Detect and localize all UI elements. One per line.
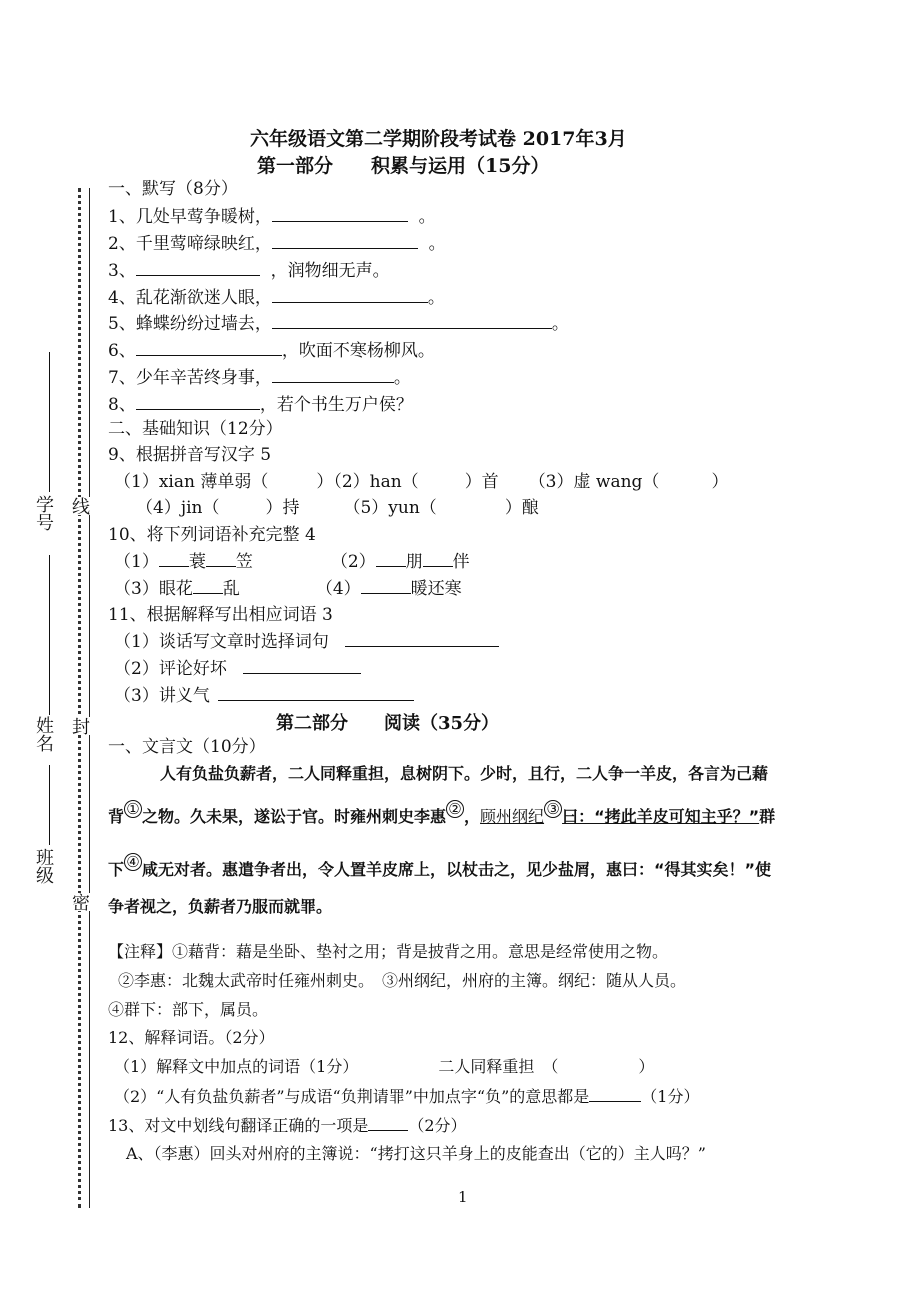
passage-line-1: 人有负盐负薪者，二人同释重担，息树阴下。少时，且行，二人争一羊皮，各言为己藉 xyxy=(160,764,769,783)
sec2-title: 二、基础知识（12分） xyxy=(108,419,283,439)
answer-blank[interactable] xyxy=(423,550,453,567)
answer-blank[interactable] xyxy=(589,1085,641,1102)
q10-row-2: （3）眼花 乱 （4） 暖还寒 xyxy=(114,579,462,599)
answer-blank[interactable] xyxy=(136,339,282,356)
q11-item-1: （1）谈话写文章时选择词句 xyxy=(114,630,499,653)
footnote-marker: ③ xyxy=(544,800,562,818)
answer-blank[interactable] xyxy=(272,312,552,329)
q11-item-3: （3）讲义气 xyxy=(114,684,414,707)
dictation-item-6: 6、 ，吹面不寒杨柳风。 xyxy=(108,341,435,361)
answer-blank[interactable] xyxy=(272,205,408,222)
annotation-line-2: ②李惠：北魏太武帝时任雍州刺史。 ③州纲纪，州府的主簿。纲纪：随从人员。 xyxy=(118,971,687,990)
binding-line-label: 线 xyxy=(66,497,92,515)
q13-prompt: 13、对文中划线句翻译正确的一项是 （2分） xyxy=(108,1116,467,1135)
footnote-marker: ② xyxy=(446,800,464,818)
dictation-item-3: 3、 ，润物细无声。 xyxy=(108,261,390,281)
dictation-item-1: 1、几处早莺争暖树， 。 xyxy=(108,207,436,227)
answer-blank[interactable] xyxy=(159,550,189,567)
answer-blank[interactable] xyxy=(376,550,406,567)
passage-line-4: 争者视之，负薪者乃服而就罪。 xyxy=(108,897,333,916)
q11-item-2: （2）评论好坏 xyxy=(114,657,361,680)
answer-blank[interactable] xyxy=(345,630,499,647)
q10-row-1: （1） 蓑 笠 （2） 朋 伴 xyxy=(114,552,470,572)
q9-row-1: （1）xian 薄单弱（ ）（2）han（ ）首 （3）虚 wang（ ） xyxy=(114,472,729,492)
answer-blank[interactable] xyxy=(136,259,260,276)
passage-line-3: 下 ④ 咸无对者。惠遣争者出，令人置羊皮席上，以杖击之，见少盐屑，惠曰：“得其实矣！”使 xyxy=(108,853,772,879)
page-number: 1 xyxy=(458,1188,468,1206)
passage-line-2: 背 ① 之物。久未果，遂讼于官。时雍州刺史李惠 ② ，顾州纲纪 ③ 曰：“拷此羊皮可知主乎？”群 xyxy=(108,800,776,826)
exam-title: 六年级语文第二学期阶段考试卷 2017年3月 xyxy=(250,128,627,150)
answer-blank[interactable] xyxy=(218,684,414,701)
binding-dotted-line xyxy=(78,188,81,1208)
student-no-label: 学号 xyxy=(33,495,54,531)
class-underline xyxy=(49,765,50,845)
part1-title: 第一部分 积累与运用（15分） xyxy=(257,155,550,177)
part2-title: 第二部分 阅读（35分） xyxy=(276,713,500,734)
annotation-line-1: 【注释】①藉背：藉是坐卧、垫衬之用；背是披背之用。意思是经常使用之物。 xyxy=(108,942,669,961)
name-label: 姓名 xyxy=(33,716,54,752)
dictation-item-4: 4、乱花渐欲迷人眼， 。 xyxy=(108,288,445,308)
annotation-line-3: ④群下：部下，属员。 xyxy=(108,1000,269,1019)
footnote-marker: ① xyxy=(124,800,142,818)
footnote-marker: ④ xyxy=(124,853,142,871)
dictation-item-7: 7、少年辛苦终身事， 。 xyxy=(108,368,411,388)
answer-blank[interactable] xyxy=(368,1114,408,1131)
q12-prompt: 12、解释词语。（2分） xyxy=(108,1028,275,1047)
binding-solid-line xyxy=(89,188,90,1208)
binding-secret-label: 密 xyxy=(66,893,92,911)
answer-blank[interactable] xyxy=(136,393,260,410)
student-no-underline xyxy=(49,352,50,492)
q9-row-2: （4）jin（ ）持 （5）yun（ ）酿 xyxy=(136,498,539,518)
classical-section-title: 一、文言文（10分） xyxy=(108,737,266,757)
answer-blank[interactable] xyxy=(272,366,394,383)
dictation-item-8: 8、 ，若个书生万户侯？ xyxy=(108,395,413,415)
underlined-sentence: 顾州纲纪 ③ 曰：“拷此羊皮可知主乎？” xyxy=(480,800,760,826)
q13-option-a[interactable]: A、（李惠）回头对州府的主簿说：“拷打这只羊身上的皮能查出（它的）主人吗？” xyxy=(126,1144,706,1163)
answer-blank[interactable] xyxy=(193,577,223,594)
name-underline xyxy=(49,555,50,715)
class-label: 班级 xyxy=(33,848,54,884)
sec1-title: 一、默写（8分） xyxy=(108,179,238,199)
answer-blank[interactable] xyxy=(272,232,418,249)
answer-blank[interactable] xyxy=(361,577,411,594)
q9-prompt: 9、根据拼音写汉字 5 xyxy=(108,445,272,465)
dictation-item-5: 5、蜂蝶纷纷过墙去， 。 xyxy=(108,314,569,334)
q12-part-1: （1）解释文中加点的词语（1分） 二人同释重担 （ ） xyxy=(114,1057,655,1076)
answer-blank[interactable] xyxy=(243,657,361,674)
q11-prompt: 11、根据解释写出相应词语 3 xyxy=(108,605,333,625)
answer-blank[interactable] xyxy=(272,286,428,303)
answer-blank[interactable] xyxy=(206,550,236,567)
q12-part-2: （2）“人有负盐负薪者”与成语“负荆请罪”中加点字“负”的意思都是 （1分） xyxy=(114,1087,700,1106)
binding-seal-label: 封 xyxy=(66,717,92,735)
dictation-item-2: 2、千里莺啼绿映红， 。 xyxy=(108,234,446,254)
q10-prompt: 10、将下列词语补充完整 4 xyxy=(108,525,316,545)
